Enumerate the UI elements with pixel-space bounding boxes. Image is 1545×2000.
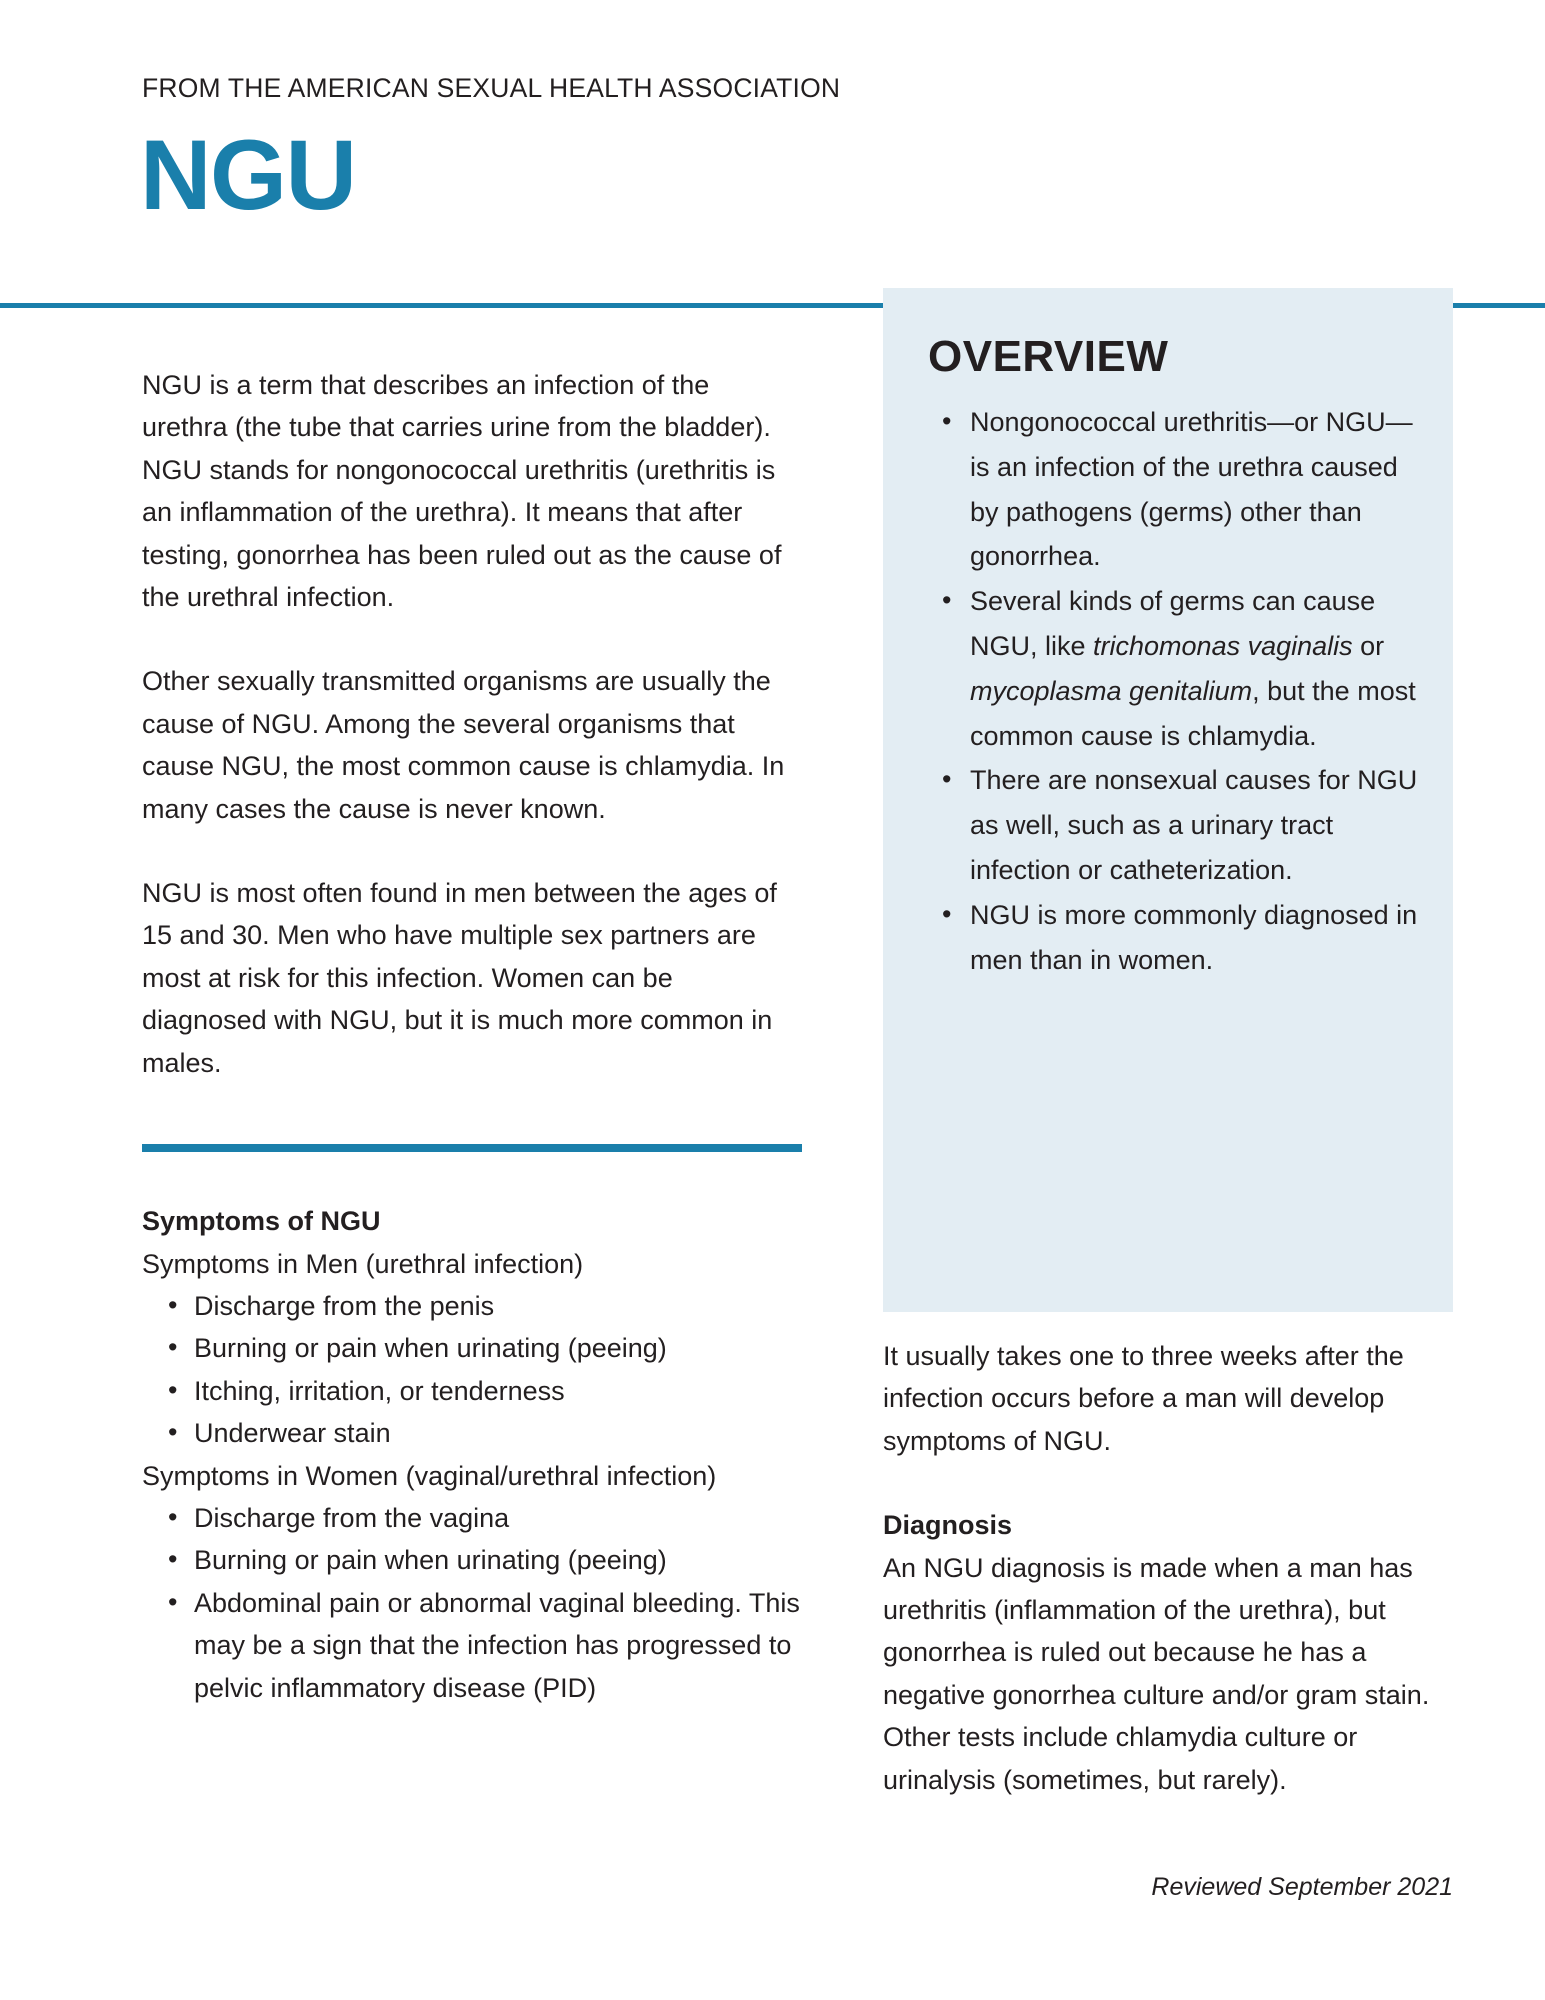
text-run: Nongonococcal urethritis—or NGU—is an infection of the urethra caused by pathogens (germs) other than gonorrhea. (970, 407, 1413, 572)
overview-heading: OVERVIEW (928, 332, 1169, 381)
overview-list-item (928, 400, 1428, 579)
diagnosis-heading: Diagnosis (883, 1510, 1013, 1541)
symptoms-men-list (142, 1285, 802, 1455)
text-run: or (1352, 630, 1385, 661)
rule-spacer-top (142, 1084, 802, 1144)
symptoms-heading: Symptoms of NGU (142, 1206, 381, 1237)
overview-list-item (928, 579, 1428, 758)
symptom-list-item: • Abdominal pain or abnormal vaginal bleeding. This may be a sign that the infection has progressed to pelvic inflammatory disease (PID) (142, 1582, 802, 1709)
section-divider (142, 1144, 802, 1152)
intro-paragraph-3: NGU is most often found in men between the ages of 15 and 30. Men who have multiple sex partners are most at risk for this infection. Women can be diagnosed with NGU, but it is much more common in males. (142, 878, 777, 1078)
overview-callout (883, 288, 1453, 1312)
pathogen-name: trichomonas vaginalis (1093, 630, 1353, 661)
reviewed-date: Reviewed September 2021 (1151, 1873, 1453, 1901)
overview-bullet-list (928, 400, 1428, 982)
symptom-list-item: • Discharge from the penis (142, 1285, 802, 1327)
page-header (0, 0, 1545, 306)
overview-list-item (928, 893, 1428, 983)
text-run: Several kinds of germs can cause NGU, like (970, 586, 1376, 661)
symptoms-women-list (142, 1497, 802, 1709)
intro-paragraph-1: NGU is a term that describes an infection of the urethra (the tube that carries urine from the bladder). NGU stands for nongonococcal urethritis (urethritis is an inflammation of the urethra). It means that after testing, gonorrhea has been ruled out as the cause of the urethral infection. (142, 370, 782, 613)
symptoms-women-label: Symptoms in Women (vaginal/urethral infection) (142, 1460, 717, 1491)
symptom-list-item: • Underwear stain (142, 1412, 802, 1454)
diagnosis-paragraph: An NGU diagnosis is made when a man has urethritis (inflammation of the urethra), but gonorrhea is ruled out because he has a negative gonorrhea culture and/or gram stain. Other tests include chlamydia culture or urinalysis (sometimes, but rarely). (883, 1552, 1430, 1795)
symptom-list-item: • Burning or pain when urinating (peeing) (142, 1539, 802, 1581)
paragraph-spacer (142, 618, 802, 660)
rule-spacer-bottom (142, 1152, 802, 1200)
pathogen-name: mycoplasma genitalium (970, 675, 1253, 706)
symptoms-men-label: Symptoms in Men (urethral infection) (142, 1248, 584, 1279)
intro-paragraph-2: Other sexually transmitted organisms are usually the cause of NGU. Among the several organisms that cause NGU, the most common cause is chlamydia. In many cases the cause is never known. (142, 666, 785, 824)
text-run: There are nonsexual causes for NGU as well, such as a urinary tract infection or catheterization. (970, 765, 1418, 885)
paragraph-spacer (142, 830, 802, 872)
symptom-list-item: • Itching, irritation, or tenderness (142, 1370, 802, 1412)
paragraph-spacer (883, 1462, 1453, 1504)
right-column (883, 1335, 1453, 1801)
text-run: NGU is more commonly diagnosed in men than in women. (970, 899, 1418, 975)
overview-list-item (928, 758, 1428, 892)
text-run: , but the most common cause is chlamydia. (970, 675, 1416, 751)
page-title: NGU (140, 119, 356, 230)
publisher-kicker: FROM THE AMERICAN SEXUAL HEALTH ASSOCIATION (142, 73, 841, 103)
incubation-paragraph: It usually takes one to three weeks after the infection occurs before a man will develop symptoms of NGU. (883, 1341, 1404, 1456)
symptom-list-item: • Burning or pain when urinating (peeing) (142, 1327, 802, 1369)
left-column (142, 364, 802, 1709)
symptom-list-item: • Discharge from the vagina (142, 1497, 802, 1539)
